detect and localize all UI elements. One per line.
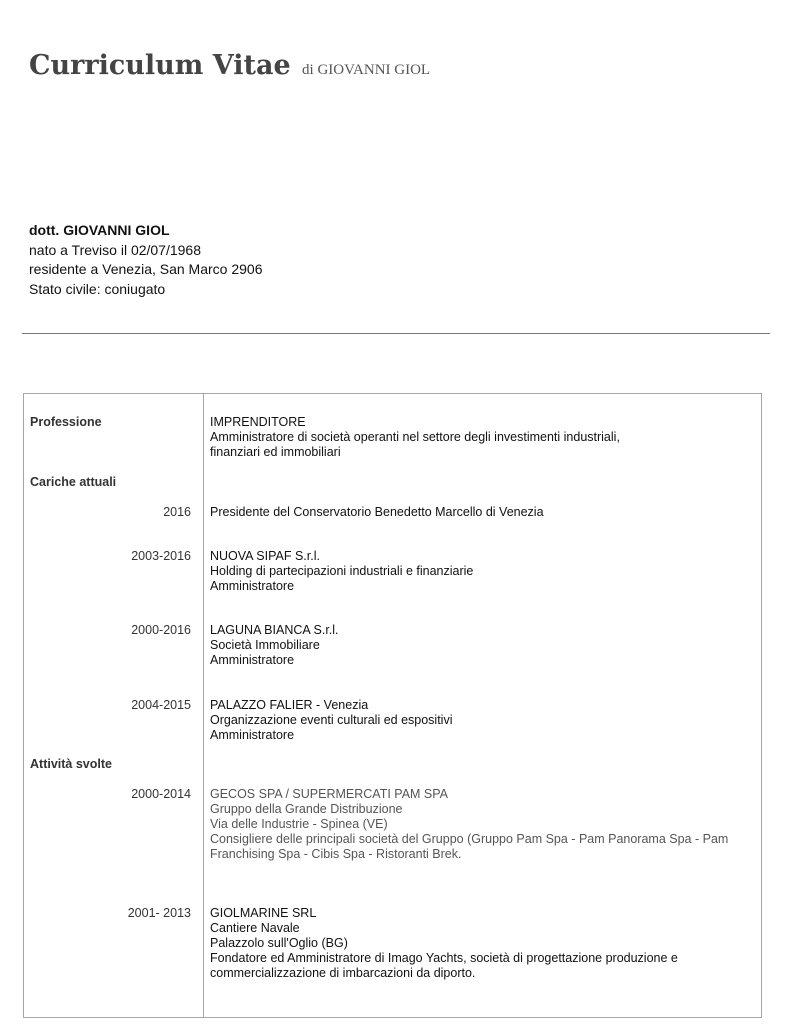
entry-line: GIOLMARINE SRL	[210, 906, 317, 920]
past-activity-entry	[210, 906, 755, 981]
entry-line: Amministratore	[210, 579, 295, 593]
entry-line: Cantiere Navale	[210, 921, 300, 935]
entry-line: LAGUNA BIANCA S.r.l.	[210, 623, 339, 637]
current-role-entry	[210, 505, 755, 520]
entry-line: Via delle Industrie - Spinea (VE)	[210, 817, 388, 831]
entry-line: Holding di partecipazioni industriali e finanziarie	[210, 564, 474, 578]
entry-line: Gruppo della Grande Distribuzione	[210, 802, 403, 816]
section-label-current-roles: Cariche attuali	[30, 475, 117, 489]
section-label-profession: Professione	[30, 415, 102, 429]
section-label-past-activities: Attività svolte	[30, 757, 112, 771]
entry-line: Società Immobiliare	[210, 638, 320, 652]
current-role-entry	[210, 549, 755, 594]
entry-year: 2000-2014	[131, 787, 191, 801]
column-divider	[203, 394, 204, 1017]
person-name: dott. GIOVANNI GIOL	[29, 222, 170, 238]
page-title	[29, 50, 430, 81]
entry-line: Franchising Spa - Cibis Spa - Ristoranti Brek.	[210, 847, 462, 861]
entry-year: 2004-2015	[131, 698, 191, 712]
entry-line: IMPRENDITORE	[210, 415, 306, 429]
current-role-entry	[210, 623, 755, 668]
entry-year: 2000-2016	[131, 623, 191, 637]
entry-line: NUOVA SIPAF S.r.l.	[210, 549, 320, 563]
entry-year: 2016	[163, 505, 191, 519]
entry-line: PALAZZO FALIER - Venezia	[210, 698, 369, 712]
title-text: Curriculum Vitae	[29, 50, 291, 81]
entry-line: Fondatore ed Amministratore di Imago Yachts, società di progettazione produzione e	[210, 951, 678, 965]
entry-line: Amministratore	[210, 653, 295, 667]
title-subtitle: di GIOVANNI GIOL	[302, 62, 431, 78]
residence-info: residente a Venezia, San Marco 2906	[29, 261, 263, 277]
entry-line: commercializzazione di imbarcazioni da diporto.	[210, 966, 476, 980]
entry-year: 2001- 2013	[127, 906, 191, 920]
entry-line: Amministratore di società operanti nel settore degli investimenti industriali,	[210, 430, 620, 444]
entry-line: Consigliere delle principali società del Gruppo (Gruppo Pam Spa - Pam Panorama Spa - Pam	[210, 832, 729, 846]
current-role-entry	[210, 698, 755, 743]
birth-info: nato a Treviso il 02/07/1968	[29, 241, 202, 258]
past-activity-entry	[210, 787, 755, 862]
personal-info	[29, 221, 263, 299]
profession-entry	[210, 415, 755, 460]
entry-line: Presidente del Conservatorio Benedetto Marcello di Venezia	[210, 505, 544, 519]
entry-line: Organizzazione eventi culturali ed espositivi	[210, 713, 453, 727]
entry-year: 2003-2016	[131, 549, 191, 563]
entry-line: finanziari ed immobiliari	[210, 445, 341, 459]
horizontal-divider	[22, 333, 770, 334]
entry-line: Amministratore	[210, 728, 295, 742]
entry-line: GECOS SPA / SUPERMERCATI PAM SPA	[210, 787, 449, 801]
entry-line: Palazzolo sull'Oglio (BG)	[210, 936, 348, 950]
cv-table	[23, 393, 762, 1018]
marital-status: Stato civile: coniugato	[29, 280, 166, 297]
